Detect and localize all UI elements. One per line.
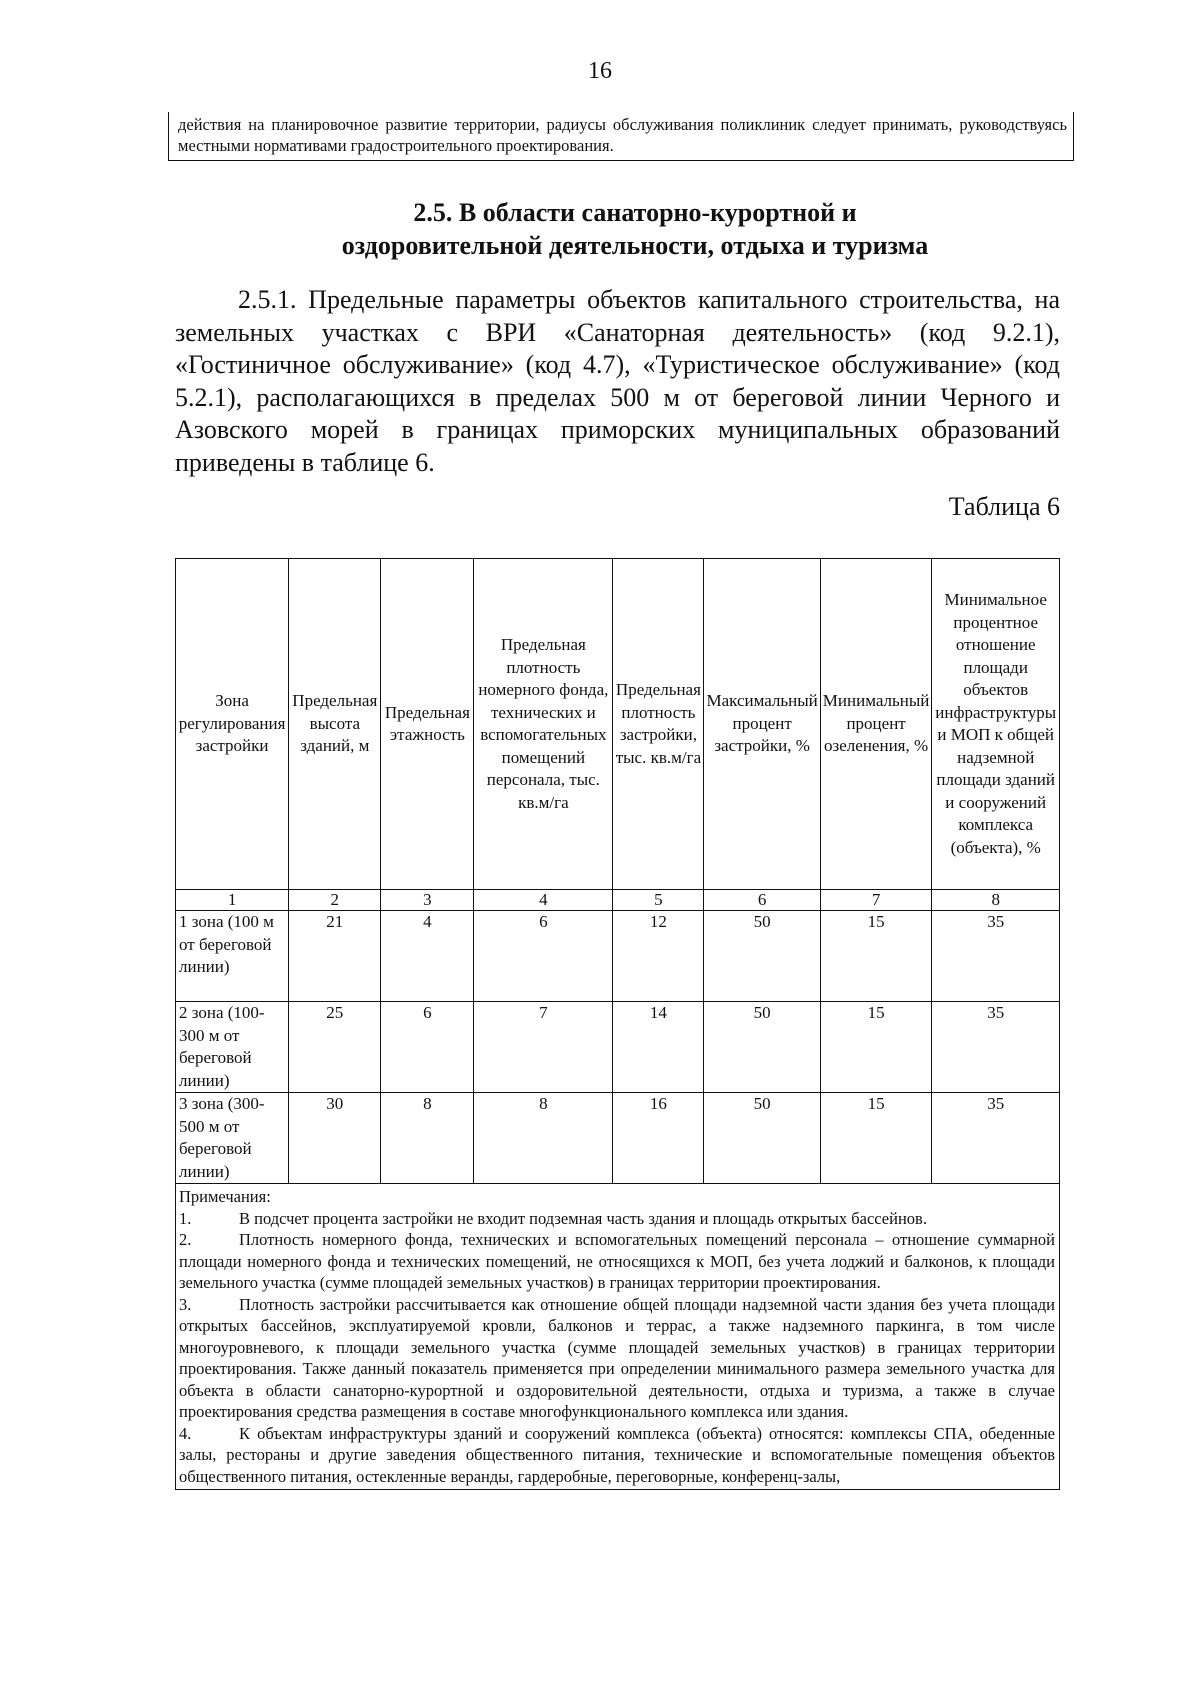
- column-number: 5: [613, 890, 704, 911]
- min-greening-value: 15: [820, 1002, 932, 1093]
- note-text: В подсчет процента застройки не входит подземная часть здания и площадь открытых бассейнов.: [239, 1208, 927, 1228]
- note-item: [179, 1229, 1055, 1294]
- notes-title: Примечания:: [179, 1187, 271, 1206]
- note-text: К объектам инфраструктуры зданий и сооружений комплекса (объекта) относятся: комплексы СПА, обеденные залы, рестораны и другие заведения общественного питания, технические и вспомогательные помещения объектов общественного питания, остекленные веранды, гардеробные, переговорные, конференц-залы,: [179, 1423, 1055, 1486]
- header-cell: Предельная плотность застройки, тыс. кв.м/га: [613, 559, 704, 890]
- note-item: [179, 1208, 1055, 1230]
- height-value: 25: [289, 1002, 381, 1093]
- section-heading-line-2: оздоровительной деятельности, отдыха и туризма: [341, 231, 929, 260]
- max-coverage-value: 50: [704, 911, 820, 1002]
- note-number: 2.: [179, 1230, 192, 1249]
- note-text: Плотность застройки рассчитывается как отношение общей площади надземной части здания без учета площади открытых бассейнов, эксплуатируемой кровли, балконов и террас, а также надземного паркинга, в том числе многоуровневого, к площади земельного участка (сумме площадей земельных участков) в границах территории проектирования. Также данный показатель применяется при определении минимального размера земельного участка для объекта в области санаторно-курортной и оздоровительной деятельности, отдыха и туризма, а также в случае проектирования средства размещения в составе многофункционального комплекса или здания.: [179, 1294, 1055, 1421]
- parameters-table: [175, 558, 1060, 1490]
- zone-name: 3 зона (300-500 м от береговой линии): [176, 1093, 289, 1184]
- building-density-value: 14: [613, 1002, 704, 1093]
- column-number: 7: [820, 890, 932, 911]
- header-cell: Минимальное процентное отношение площади объектов инфраструктуры и МОП к общей надземной площади зданий и сооружений комплекса (объекта), %: [932, 559, 1060, 890]
- column-number: 8: [932, 890, 1060, 911]
- floors-value: 8: [381, 1093, 474, 1184]
- column-number: 2: [289, 890, 381, 911]
- room-density-value: 7: [474, 1002, 613, 1093]
- header-cell: Зона регулирования застройки: [176, 559, 289, 890]
- min-greening-value: 15: [820, 1093, 932, 1184]
- max-coverage-value: 50: [704, 1093, 820, 1184]
- continuation-text-box: действия на планировочное развитие территории, радиусы обслуживания поликлиник следует принимать, руководствуясь местными нормативами градостроительного проектирования.: [168, 112, 1074, 161]
- infra-ratio-value: 35: [932, 911, 1060, 1002]
- table-header-row: [176, 559, 1060, 890]
- note-number: 1.: [179, 1208, 192, 1228]
- table-row: [176, 1002, 1060, 1093]
- max-coverage-value: 50: [704, 1002, 820, 1093]
- infra-ratio-value: 35: [932, 1002, 1060, 1093]
- table-row: [176, 911, 1060, 1002]
- section-paragraph: 2.5.1. Предельные параметры объектов капитального строительства, на земельных участках с ВРИ «Санаторная деятельность» (код 9.2.1), «Гостиничное обслуживание» (код 4.7), «Туристическое обслуживание» (код 5.2.1), располагающихся в пределах 500 м от береговой линии Черного и Азовского морей в границах приморских муниципальных образований приведены в таблице 6.: [175, 285, 1060, 477]
- table-row: [176, 1093, 1060, 1184]
- column-number: 4: [474, 890, 613, 911]
- section-heading: [200, 196, 1070, 262]
- column-number: 6: [704, 890, 820, 911]
- column-number: 3: [381, 890, 474, 911]
- room-density-value: 8: [474, 1093, 613, 1184]
- header-cell: Предельная высота зданий, м: [289, 559, 381, 890]
- height-value: 21: [289, 911, 381, 1002]
- notes-row: [176, 1184, 1060, 1490]
- floors-value: 6: [381, 1002, 474, 1093]
- floors-value: 4: [381, 911, 474, 1002]
- building-density-value: 12: [613, 911, 704, 1002]
- table-caption: Таблица 6: [948, 492, 1060, 521]
- min-greening-value: 15: [820, 911, 932, 1002]
- infra-ratio-value: 35: [932, 1093, 1060, 1184]
- section-heading-line-1: 2.5. В области санаторно-курортной и: [413, 198, 857, 227]
- room-density-value: 6: [474, 911, 613, 1002]
- notes-cell: [176, 1184, 1060, 1490]
- building-density-value: 16: [613, 1093, 704, 1184]
- height-value: 30: [289, 1093, 381, 1184]
- note-item: [179, 1423, 1055, 1488]
- note-number: 4.: [179, 1423, 192, 1443]
- header-cell: Минимальный процент озеленения, %: [820, 559, 932, 890]
- note-item: [179, 1294, 1055, 1423]
- zone-name: 1 зона (100 м от береговой линии): [176, 911, 289, 1002]
- header-cell: Максимальный процент застройки, %: [704, 559, 820, 890]
- note-text: Плотность номерного фонда, технических и вспомогательных помещений персонала – отношение суммарной площади номерного фонда и технических помещений, не относящихся к МОП, без учета лоджий и балконов, к площади земельного участка (сумме площадей земельных участков) в границах территории проектирования.: [179, 1230, 1055, 1292]
- column-number: 1: [176, 890, 289, 911]
- header-cell: Предельная этажность: [381, 559, 474, 890]
- page-number: 16: [588, 58, 612, 84]
- note-number: 3.: [179, 1294, 192, 1314]
- column-number-row: [176, 890, 1060, 911]
- zone-name: 2 зона (100-300 м от береговой линии): [176, 1002, 289, 1093]
- header-cell: Предельная плотность номерного фонда, технических и вспомогательных помещений персонала, тыс. кв.м/га: [474, 559, 613, 890]
